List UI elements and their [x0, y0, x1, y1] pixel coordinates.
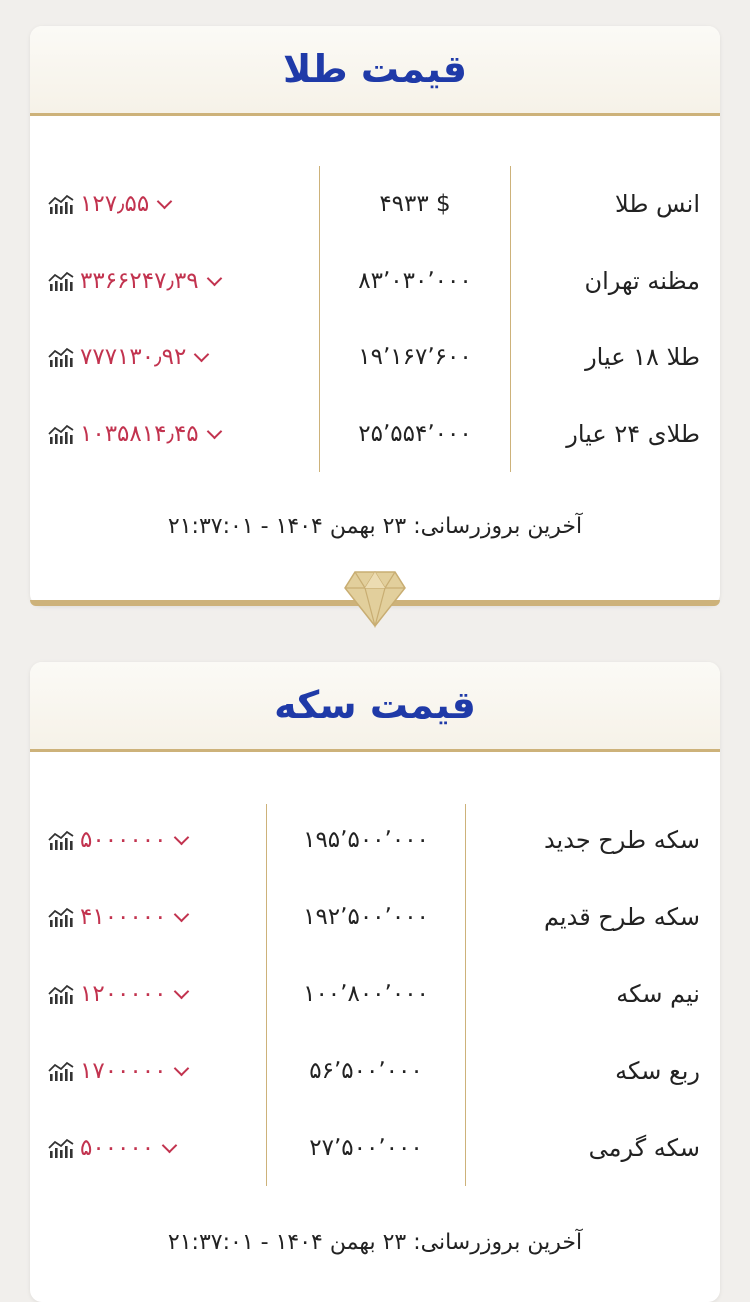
gold-item-change: [48, 337, 207, 377]
chevron-down-icon: [174, 906, 190, 922]
chevron-down-icon: [157, 193, 173, 209]
coin-card-header: [30, 662, 720, 752]
coin-item-price: ۵۶٬۵۰۰٬۰۰۰: [309, 1058, 423, 1084]
coin-row-half[interactable]: [30, 974, 720, 1014]
gold-item-name: مظنه تهران: [584, 267, 700, 295]
chevron-down-icon: [194, 346, 210, 362]
gold-item-name: طلای ۲۴ عیار: [566, 420, 700, 448]
coin-item-name: سکه طرح قدیم: [543, 903, 700, 931]
gold-item-price: ۲۵٬۵۵۴٬۰۰۰: [358, 421, 472, 447]
chevron-down-icon: [162, 1137, 178, 1153]
coin-item-change: [48, 897, 187, 937]
coin-item-name: سکه طرح جدید: [543, 826, 700, 854]
coin-item-price: ۱۹۲٬۵۰۰٬۰۰۰: [303, 904, 429, 930]
coin-price-card: [30, 662, 720, 1302]
coin-item-change: [48, 974, 187, 1014]
trend-chart-icon[interactable]: [48, 829, 74, 851]
trend-chart-icon[interactable]: [48, 423, 74, 445]
gold-item-change: [48, 414, 220, 454]
change-value: ۵۰۰۰۰۰: [80, 1135, 155, 1161]
chevron-down-icon: [174, 829, 190, 845]
gold-item-price: ۱۹٬۱۶۷٬۶۰۰: [358, 344, 472, 370]
coin-item-change: [48, 1128, 175, 1168]
change-value: ۱۲۷٫۵۵: [80, 191, 150, 217]
trend-chart-icon[interactable]: [48, 1060, 74, 1082]
gold-item-price: ۸۳٬۰۳۰٬۰۰۰: [358, 268, 472, 294]
gold-item-name: انس طلا: [615, 190, 700, 218]
diamond-icon: [343, 568, 407, 628]
change-value: ۵۰۰۰۰۰۰: [80, 827, 167, 853]
trend-chart-icon[interactable]: [48, 1137, 74, 1159]
coin-last-updated: آخرین بروزرسانی: ۲۳ بهمن ۱۴۰۴ - ۲۱:۳۷:۰۱: [167, 1230, 583, 1255]
gold-row-tehran[interactable]: [30, 261, 720, 301]
coin-item-price: ۱۹۵٬۵۰۰٬۰۰۰: [303, 827, 429, 853]
coin-item-name: سکه گرمی: [588, 1134, 700, 1162]
coin-item-price: ۱۰۰٬۸۰۰٬۰۰۰: [303, 981, 429, 1007]
gold-item-name: طلا ۱۸ عیار: [585, 343, 700, 371]
trend-chart-icon[interactable]: [48, 193, 74, 215]
chevron-down-icon: [206, 423, 222, 439]
trend-chart-icon[interactable]: [48, 983, 74, 1005]
trend-chart-icon[interactable]: [48, 346, 74, 368]
gold-item-change: [48, 184, 170, 224]
change-value: ۳۳۶۶۲۴۷٫۳۹: [80, 268, 199, 294]
gold-price-card: [30, 26, 720, 606]
coin-card-title: قیمت سکه: [274, 683, 476, 727]
coin-item-price: ۲۷٬۵۰۰٬۰۰۰: [309, 1135, 423, 1161]
chevron-down-icon: [206, 270, 222, 286]
coin-row-old-design[interactable]: [30, 897, 720, 937]
chevron-down-icon: [174, 983, 190, 999]
trend-chart-icon[interactable]: [48, 906, 74, 928]
coin-row-quarter[interactable]: [30, 1051, 720, 1091]
change-value: ۱۷۰۰۰۰۰: [80, 1058, 167, 1084]
coin-row-new-design[interactable]: [30, 820, 720, 860]
coin-item-change: [48, 820, 187, 860]
gold-card-header: [30, 26, 720, 116]
coin-item-change: [48, 1051, 187, 1091]
change-value: ۱۰۳۵۸۱۴٫۴۵: [80, 421, 199, 447]
gold-item-change: [48, 261, 220, 301]
change-value: ۷۷۷۱۳۰٫۹۲: [80, 344, 187, 370]
chevron-down-icon: [174, 1060, 190, 1076]
gold-row-24k[interactable]: [30, 414, 720, 454]
change-value: ۱۲۰۰۰۰۰: [80, 981, 167, 1007]
trend-chart-icon[interactable]: [48, 270, 74, 292]
gold-item-price: ۴۹۳۳ $: [379, 191, 451, 217]
gold-row-18k[interactable]: [30, 337, 720, 377]
coin-item-name: ربع سکه: [615, 1057, 700, 1085]
coin-item-name: نیم سکه: [616, 980, 700, 1008]
gold-row-ounce[interactable]: [30, 184, 720, 224]
coin-row-gram[interactable]: [30, 1128, 720, 1168]
gold-card-title: قیمت طلا: [283, 47, 467, 91]
change-value: ۴۱۰۰۰۰۰: [80, 904, 167, 930]
gold-last-updated: آخرین بروزرسانی: ۲۳ بهمن ۱۴۰۴ - ۲۱:۳۷:۰۱: [167, 514, 583, 539]
